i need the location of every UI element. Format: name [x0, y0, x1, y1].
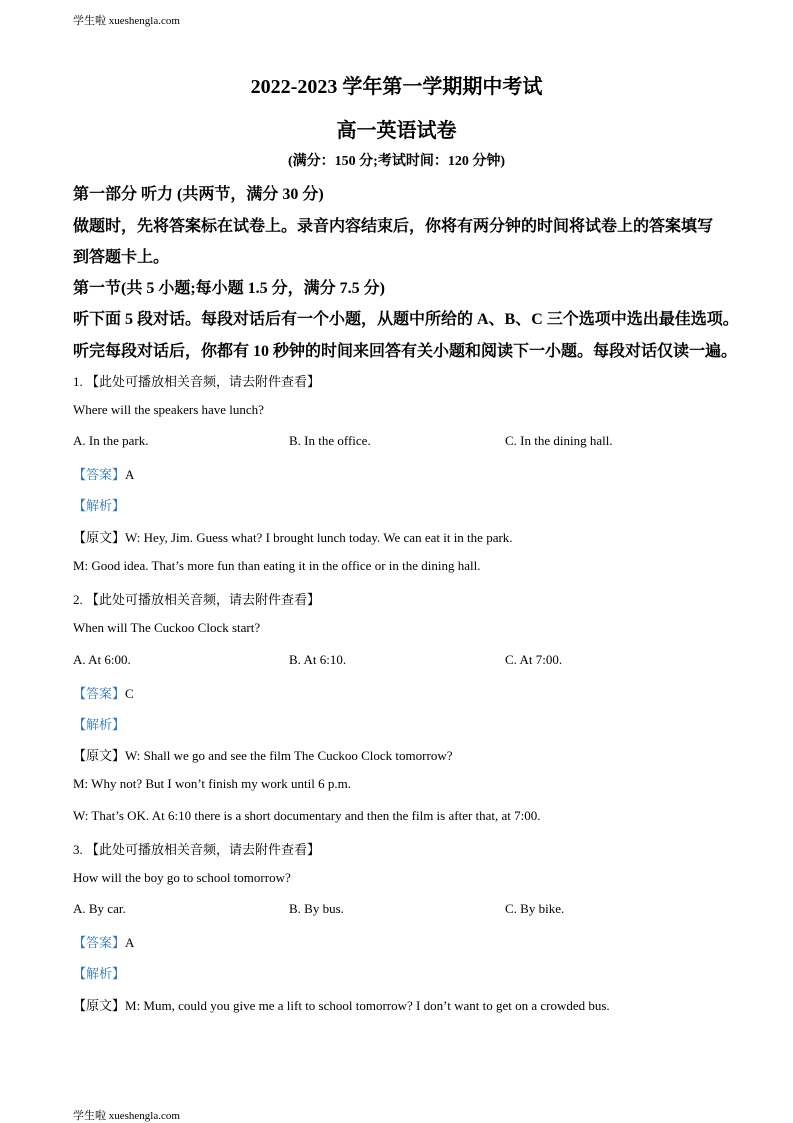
question-3-transcript-1	[73, 995, 610, 1014]
part1-heading: 第一部分 听力 (共两节，满分 30 分)	[73, 186, 324, 203]
page-header: 学生啦 xueshengla.com	[73, 15, 180, 27]
question-3-option-b: B. By bus.	[289, 901, 344, 916]
answer-label: 【答案】	[73, 467, 126, 482]
question-2-transcript-1	[73, 745, 452, 764]
section1-instruction-1: 听下面 5 段对话。每段对话后有一个小题，从题中所给的 A、B、C 三个选项中选出最佳选项。	[73, 311, 739, 328]
question-1-option-c: C. In the dining hall.	[505, 433, 613, 448]
answer-label: 【答案】	[73, 686, 126, 701]
question-2-text: When will The Cuckoo Clock start?	[73, 620, 261, 635]
exam-subtitle: 高一英语试卷	[336, 120, 457, 142]
transcript-text: M: Mum, could you give me a lift to school tomorrow? I don’t want to get on a crowded bus.	[125, 998, 610, 1013]
question-2-answer	[73, 683, 134, 702]
question-3-analysis-label: 【解析】	[73, 966, 126, 981]
question-1-transcript-2: M: Good idea. That’s more fun than eating it in the office or in the dining hall.	[73, 558, 481, 573]
question-1-option-a: A. In the park.	[73, 433, 149, 448]
question-3-answer	[73, 932, 134, 951]
part1-instruction-1: 做题时，先将答案标在试卷上。录音内容结束后，你将有两分钟的时间将试卷上的答案填写	[73, 218, 714, 235]
exam-title: 2022-2023 学年第一学期期中考试	[250, 76, 543, 98]
answer-value: C	[125, 686, 134, 701]
question-2-audio-prompt: 2. 【此处可播放相关音频，请去附件查看】	[73, 592, 321, 607]
exam-info: (满分：150 分;考试时间：120 分钟)	[288, 154, 505, 169]
question-3-audio-prompt: 3. 【此处可播放相关音频，请去附件查看】	[73, 842, 321, 857]
transcript-text: W: Hey, Jim. Guess what? I brought lunch today. We can eat it in the park.	[125, 530, 513, 545]
part1-instruction-2: 到答题卡上。	[73, 249, 170, 266]
original-label: 【原文】	[73, 530, 126, 545]
question-2-option-a: A. At 6:00.	[73, 652, 131, 667]
question-3-option-a: A. By car.	[73, 901, 126, 916]
question-2-analysis-label: 【解析】	[73, 717, 126, 732]
original-label: 【原文】	[73, 998, 126, 1013]
question-1-analysis-label: 【解析】	[73, 498, 126, 513]
question-1-option-b: B. In the office.	[289, 433, 371, 448]
question-2-option-b: B. At 6:10.	[289, 652, 347, 667]
answer-value: A	[125, 935, 135, 950]
question-2-transcript-3: W: That’s OK. At 6:10 there is a short documentary and then the film is after that, at 7:00.	[73, 808, 541, 823]
original-label: 【原文】	[73, 748, 126, 763]
question-1-answer	[73, 464, 134, 483]
question-3-option-c: C. By bike.	[505, 901, 565, 916]
question-2-transcript-2: M: Why not? But I won’t finish my work until 6 p.m.	[73, 776, 351, 791]
section1-heading: 第一节(共 5 小题;每小题 1.5 分，满分 7.5 分)	[73, 280, 385, 297]
question-1-audio-prompt: 1. 【此处可播放相关音频，请去附件查看】	[73, 374, 321, 389]
transcript-text: W: Shall we go and see the film The Cuckoo Clock tomorrow?	[125, 748, 453, 763]
question-3-text: How will the boy go to school tomorrow?	[73, 870, 291, 885]
question-1-text: Where will the speakers have lunch?	[73, 402, 264, 417]
question-1-transcript-1	[73, 527, 513, 546]
question-2-option-c: C. At 7:00.	[505, 652, 563, 667]
answer-label: 【答案】	[73, 935, 126, 950]
section1-instruction-2: 听完每段对话后，你都有 10 秒钟的时间来回答有关小题和阅读下一小题。每段对话仅读一遍。	[73, 343, 738, 360]
page-footer: 学生啦 xueshengla.com	[73, 1110, 180, 1122]
answer-value: A	[125, 467, 135, 482]
